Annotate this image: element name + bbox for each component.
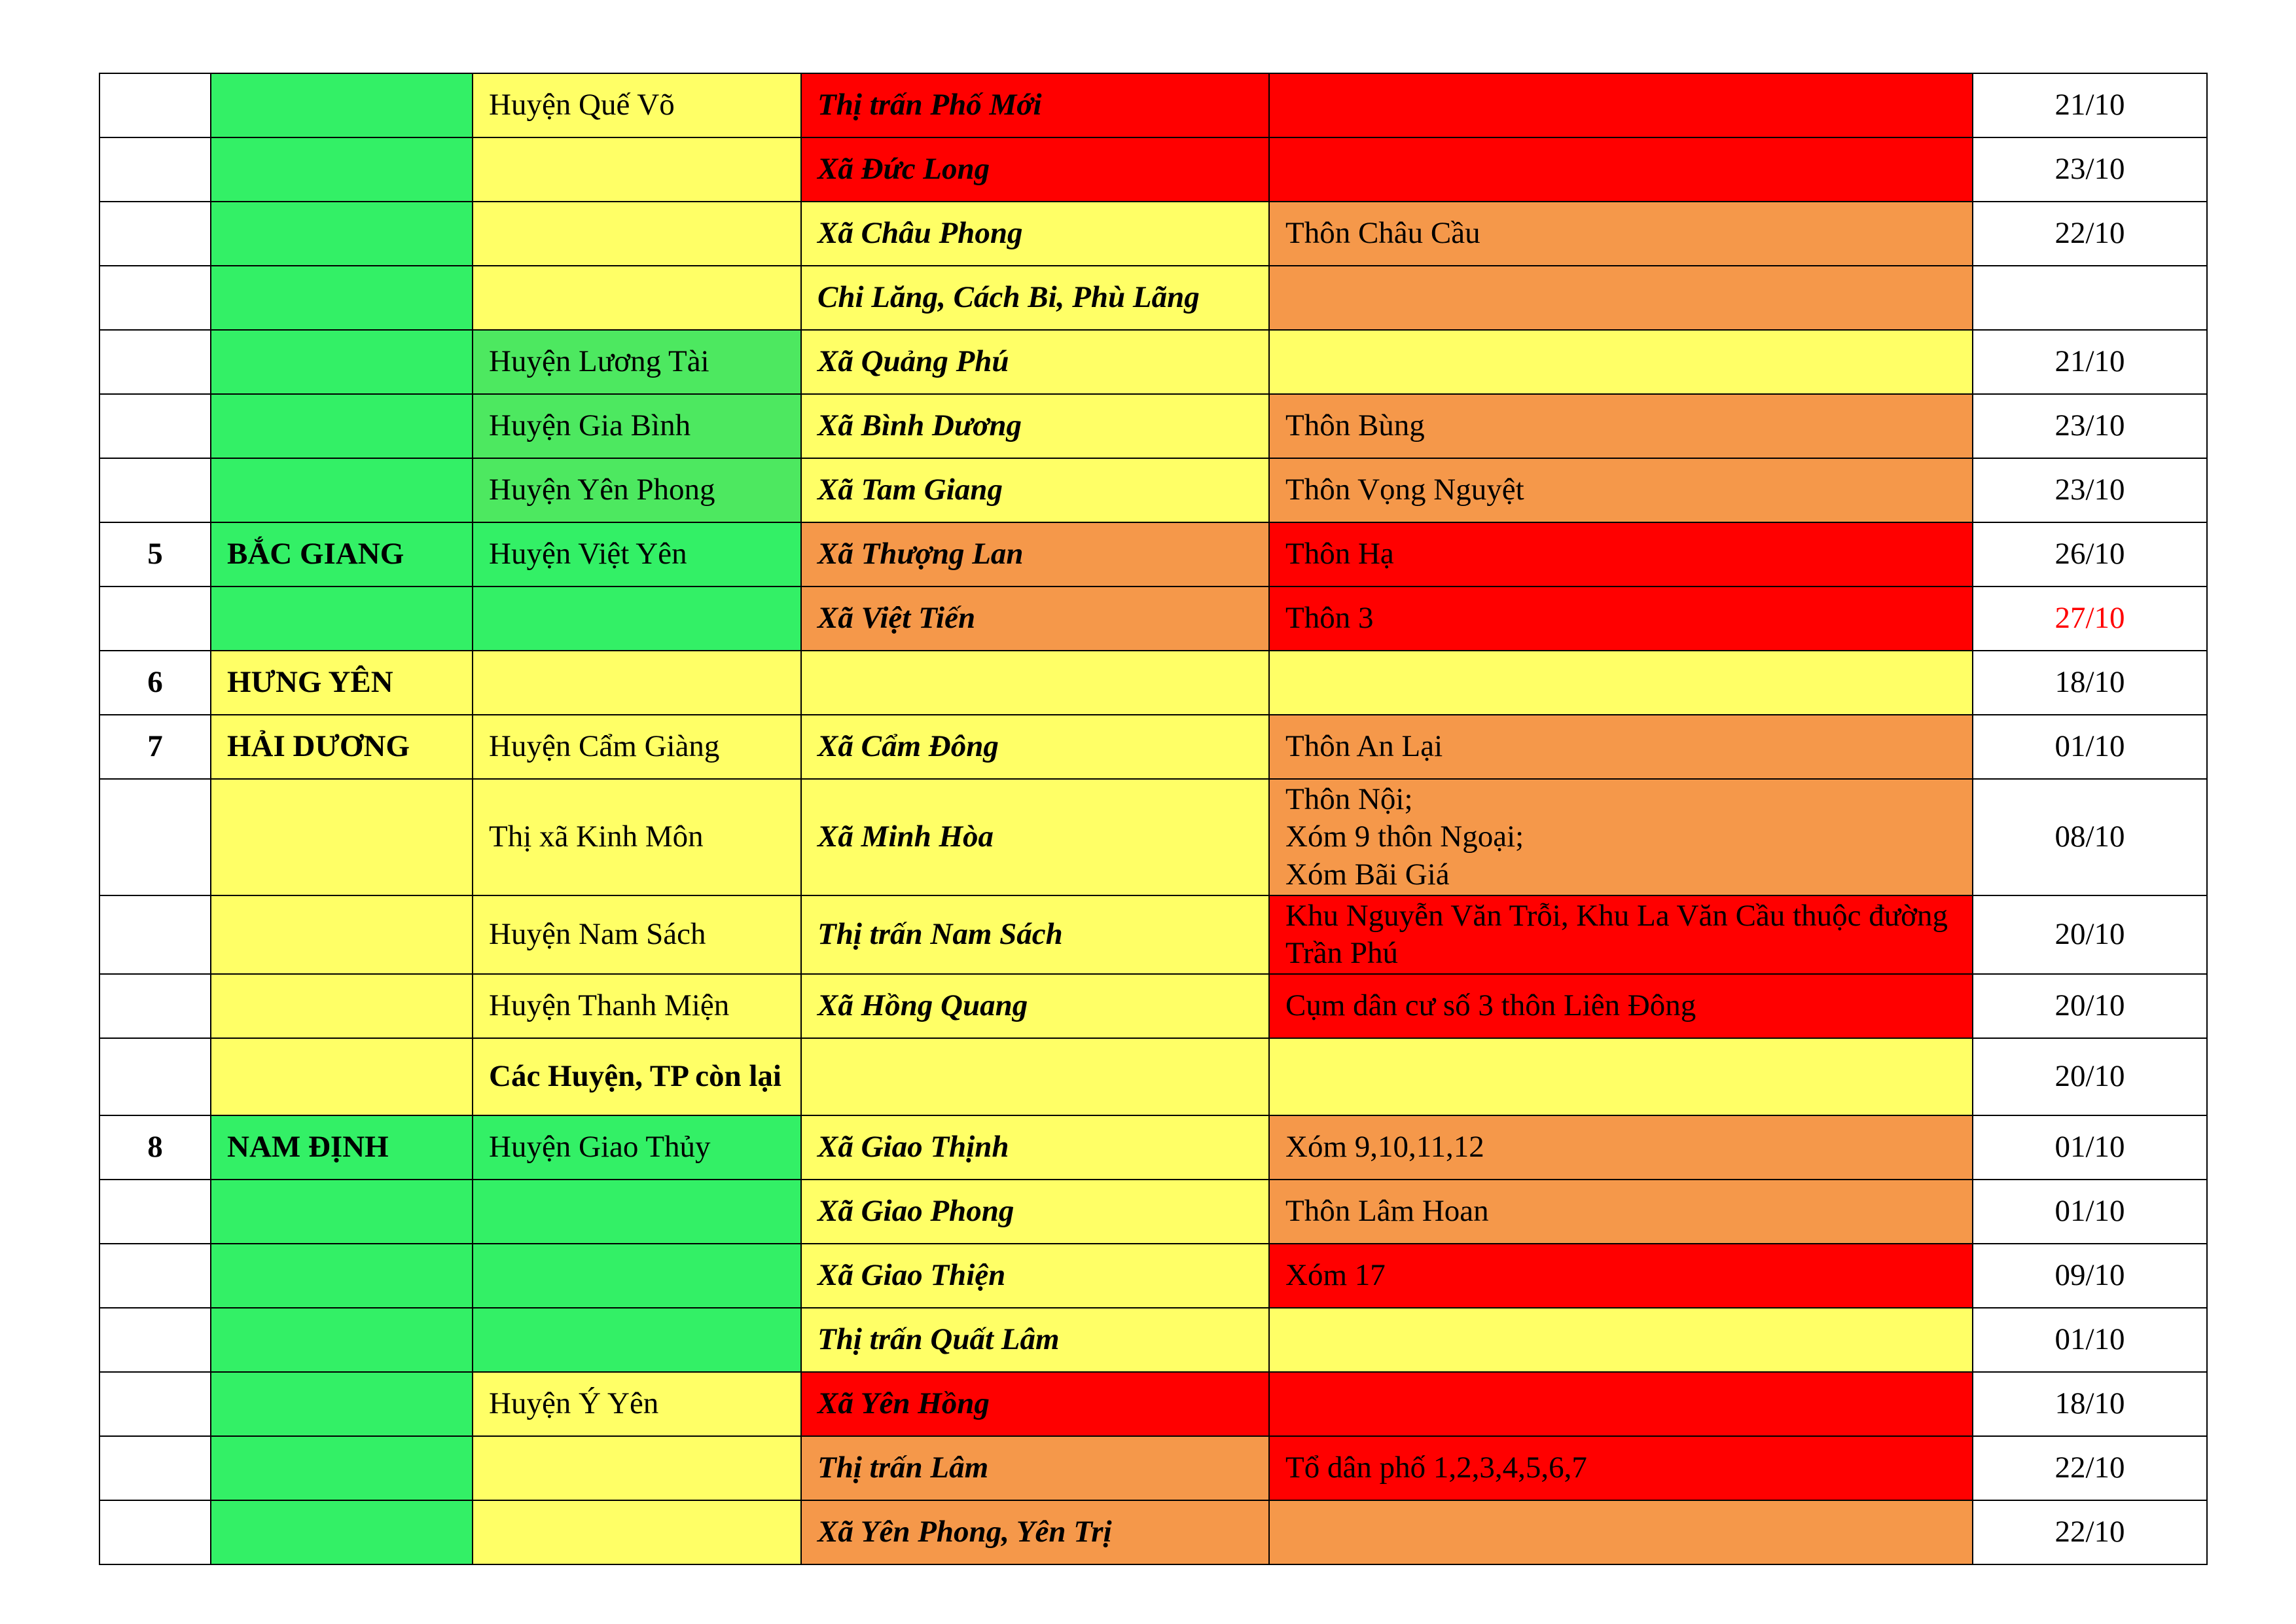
date-cell: 08/10: [1973, 779, 2207, 895]
row-number-cell: [99, 895, 211, 974]
district-cell: [473, 1308, 801, 1372]
table-row: [99, 1372, 2207, 1436]
date-cell: 20/10: [1973, 974, 2207, 1038]
row-number-cell: [99, 458, 211, 522]
province-cell: BẮC GIANG: [211, 522, 473, 586]
commune-cell: Xã Yên Hồng: [801, 1372, 1269, 1436]
province-cell: [211, 1244, 473, 1308]
area-cell: [1269, 1372, 1973, 1436]
commune-cell: Xã Bình Dương: [801, 394, 1269, 458]
commune-cell: Xã Giao Thịnh: [801, 1115, 1269, 1180]
area-cell: [1269, 1308, 1973, 1372]
row-number-cell: 8: [99, 1115, 211, 1180]
area-cell: [1269, 330, 1973, 394]
commune-cell: Thị trấn Phố Mới: [801, 73, 1269, 137]
province-cell: [211, 1180, 473, 1244]
area-cell: Thôn Nội; Xóm 9 thôn Ngoại; Xóm Bãi Giá: [1269, 779, 1973, 895]
commune-cell: Xã Châu Phong: [801, 202, 1269, 266]
table-row: [99, 1038, 2207, 1115]
table-row: [99, 73, 2207, 137]
province-cell: [211, 895, 473, 974]
table-row: [99, 895, 2207, 974]
district-cell: Huyện Lương Tài: [473, 330, 801, 394]
province-cell: [211, 137, 473, 202]
date-cell: [1973, 266, 2207, 330]
table-row: [99, 974, 2207, 1038]
date-cell: 22/10: [1973, 1500, 2207, 1564]
table-row: [99, 651, 2207, 715]
table-row: [99, 330, 2207, 394]
area-cell: Thôn Hạ: [1269, 522, 1973, 586]
commune-cell: Thị trấn Lâm: [801, 1436, 1269, 1500]
table-row: [99, 1308, 2207, 1372]
row-number-cell: [99, 1436, 211, 1500]
area-cell: Thôn Lâm Hoan: [1269, 1180, 1973, 1244]
date-cell: 27/10: [1973, 586, 2207, 651]
area-cell: Tổ dân phố 1,2,3,4,5,6,7: [1269, 1436, 1973, 1500]
table-row: [99, 1244, 2207, 1308]
date-cell: 20/10: [1973, 895, 2207, 974]
province-cell: [211, 73, 473, 137]
area-cell: Xóm 9,10,11,12: [1269, 1115, 1973, 1180]
district-cell: [473, 1244, 801, 1308]
commune-cell: Thị trấn Quất Lâm: [801, 1308, 1269, 1372]
commune-cell: Xã Giao Phong: [801, 1180, 1269, 1244]
area-cell: Khu Nguyễn Văn Trỗi, Khu La Văn Cầu thuộc đường Trần Phú: [1269, 895, 1973, 974]
district-cell: [473, 1500, 801, 1564]
table-row: [99, 1180, 2207, 1244]
district-cell: Huyện Giao Thủy: [473, 1115, 801, 1180]
date-cell: 22/10: [1973, 1436, 2207, 1500]
table-row: [99, 266, 2207, 330]
commune-cell: [801, 651, 1269, 715]
province-cell: [211, 330, 473, 394]
province-cell: [211, 1436, 473, 1500]
row-number-cell: [99, 330, 211, 394]
area-cell: Thôn Bùng: [1269, 394, 1973, 458]
province-cell: [211, 202, 473, 266]
commune-cell: Xã Cẩm Đông: [801, 715, 1269, 779]
row-number-cell: [99, 137, 211, 202]
province-cell: [211, 1500, 473, 1564]
date-cell: 21/10: [1973, 73, 2207, 137]
date-cell: 23/10: [1973, 458, 2207, 522]
row-number-cell: [99, 73, 211, 137]
row-number-cell: [99, 1244, 211, 1308]
district-cell: [473, 1180, 801, 1244]
table-row: [99, 394, 2207, 458]
province-cell: [211, 458, 473, 522]
row-number-cell: [99, 1180, 211, 1244]
district-cell: [473, 266, 801, 330]
area-cell: Thôn Châu Cầu: [1269, 202, 1973, 266]
row-number-cell: [99, 1038, 211, 1115]
row-number-cell: 6: [99, 651, 211, 715]
commune-cell: Xã Tam Giang: [801, 458, 1269, 522]
area-cell: Thôn An Lại: [1269, 715, 1973, 779]
date-cell: 18/10: [1973, 1372, 2207, 1436]
commune-cell: Xã Quảng Phú: [801, 330, 1269, 394]
district-cell: Huyện Thanh Miện: [473, 974, 801, 1038]
row-number-cell: [99, 1308, 211, 1372]
province-cell: HẢI DƯƠNG: [211, 715, 473, 779]
commune-cell: Xã Minh Hòa: [801, 779, 1269, 895]
table-body: [99, 73, 2207, 1564]
province-cell: [211, 779, 473, 895]
table-row: [99, 1500, 2207, 1564]
row-number-cell: 5: [99, 522, 211, 586]
area-cell: [1269, 137, 1973, 202]
commune-cell: Xã Thượng Lan: [801, 522, 1269, 586]
province-cell: [211, 266, 473, 330]
row-number-cell: [99, 586, 211, 651]
province-cell: [211, 974, 473, 1038]
district-cell: Huyện Nam Sách: [473, 895, 801, 974]
province-cell: HƯNG YÊN: [211, 651, 473, 715]
province-cell: NAM ĐỊNH: [211, 1115, 473, 1180]
commune-cell: Xã Đức Long: [801, 137, 1269, 202]
date-cell: 23/10: [1973, 394, 2207, 458]
district-cell: Huyện Gia Bình: [473, 394, 801, 458]
table-row: [99, 1436, 2207, 1500]
district-cell: [473, 137, 801, 202]
area-cell: Thôn 3: [1269, 586, 1973, 651]
table-row: [99, 202, 2207, 266]
table-row: [99, 522, 2207, 586]
table-row: [99, 137, 2207, 202]
table-row: [99, 715, 2207, 779]
district-cell: [473, 651, 801, 715]
date-cell: 20/10: [1973, 1038, 2207, 1115]
area-cell: [1269, 1500, 1973, 1564]
district-cell: [473, 586, 801, 651]
commune-cell: Xã Hồng Quang: [801, 974, 1269, 1038]
date-cell: 26/10: [1973, 522, 2207, 586]
row-number-cell: [99, 266, 211, 330]
area-cell: [1269, 73, 1973, 137]
date-cell: 21/10: [1973, 330, 2207, 394]
row-number-cell: [99, 779, 211, 895]
district-cell: Huyện Cẩm Giàng: [473, 715, 801, 779]
province-cell: [211, 586, 473, 651]
row-number-cell: [99, 1500, 211, 1564]
district-cell: [473, 1436, 801, 1500]
date-cell: 01/10: [1973, 715, 2207, 779]
district-cell: Các Huyện, TP còn lại: [473, 1038, 801, 1115]
area-cell: [1269, 266, 1973, 330]
commune-cell: Xã Giao Thiện: [801, 1244, 1269, 1308]
covid-zone-table: [99, 73, 2208, 1565]
date-cell: 09/10: [1973, 1244, 2207, 1308]
row-number-cell: 7: [99, 715, 211, 779]
table-row: [99, 1115, 2207, 1180]
district-cell: Huyện Ý Yên: [473, 1372, 801, 1436]
district-cell: Huyện Yên Phong: [473, 458, 801, 522]
district-cell: [473, 202, 801, 266]
commune-cell: [801, 1038, 1269, 1115]
row-number-cell: [99, 202, 211, 266]
date-cell: 01/10: [1973, 1115, 2207, 1180]
table-row: [99, 779, 2207, 895]
province-cell: [211, 1038, 473, 1115]
district-cell: Huyện Quế Võ: [473, 73, 801, 137]
table-row: [99, 458, 2207, 522]
commune-cell: Xã Việt Tiến: [801, 586, 1269, 651]
date-cell: 22/10: [1973, 202, 2207, 266]
commune-cell: Chi Lăng, Cách Bi, Phù Lãng: [801, 266, 1269, 330]
area-cell: [1269, 651, 1973, 715]
date-cell: 23/10: [1973, 137, 2207, 202]
district-cell: Huyện Việt Yên: [473, 522, 801, 586]
area-cell: [1269, 1038, 1973, 1115]
province-cell: [211, 1308, 473, 1372]
date-cell: 01/10: [1973, 1180, 2207, 1244]
commune-cell: Thị trấn Nam Sách: [801, 895, 1269, 974]
province-cell: [211, 394, 473, 458]
table-row: [99, 586, 2207, 651]
row-number-cell: [99, 394, 211, 458]
row-number-cell: [99, 1372, 211, 1436]
commune-cell: Xã Yên Phong, Yên Trị: [801, 1500, 1269, 1564]
area-cell: Thôn Vọng Nguyệt: [1269, 458, 1973, 522]
district-cell: Thị xã Kinh Môn: [473, 779, 801, 895]
date-cell: 01/10: [1973, 1308, 2207, 1372]
date-cell: 18/10: [1973, 651, 2207, 715]
row-number-cell: [99, 974, 211, 1038]
area-cell: Cụm dân cư số 3 thôn Liên Đông: [1269, 974, 1973, 1038]
area-cell: Xóm 17: [1269, 1244, 1973, 1308]
province-cell: [211, 1372, 473, 1436]
